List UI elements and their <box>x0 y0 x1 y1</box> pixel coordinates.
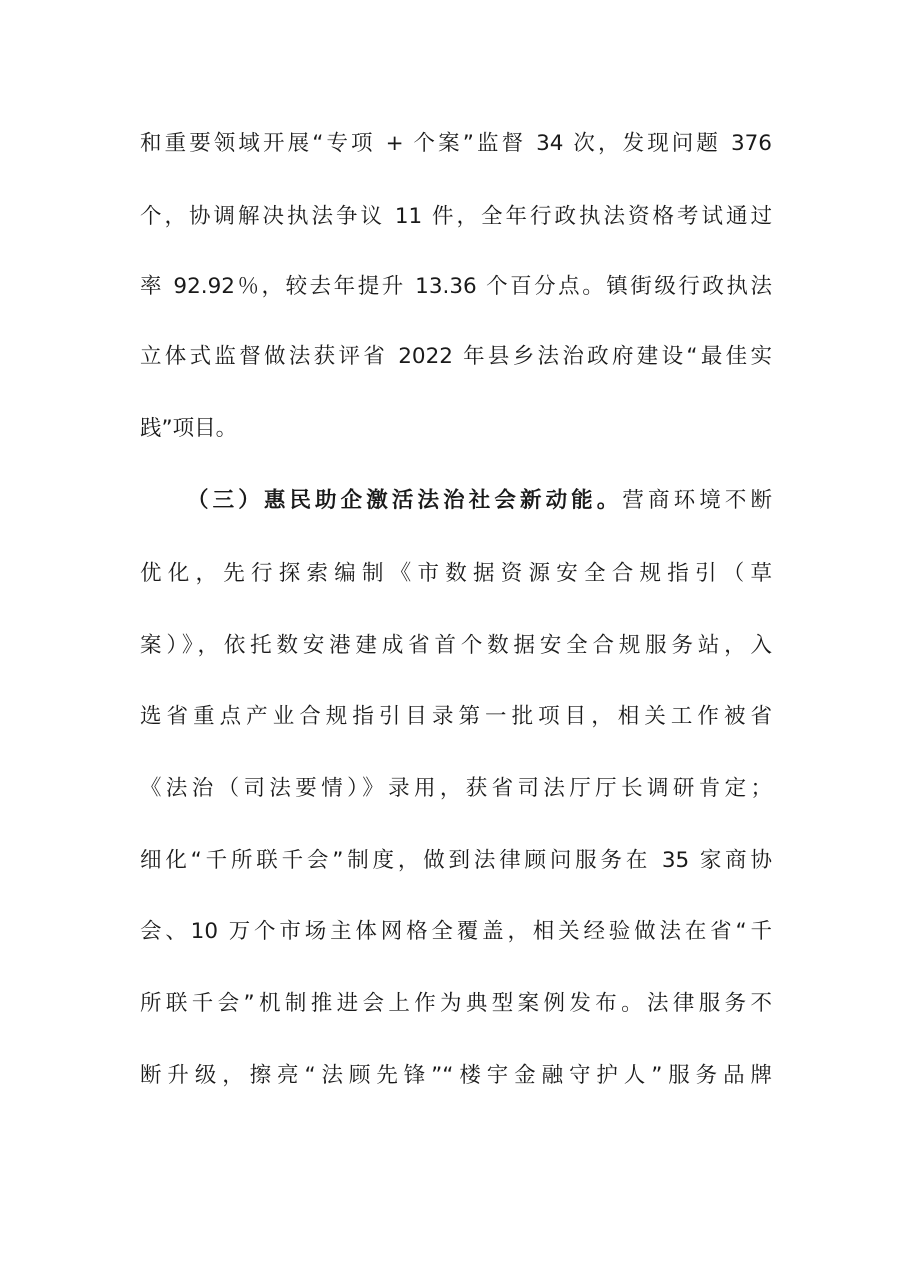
paragraph2-line-2: 优化，先行探索编制《市数据资源安全合规指引（草 <box>140 561 772 586</box>
paragraph2-line-8: 所联千会”机制推进会上作为典型案例发布。法律服务不 <box>140 991 772 1016</box>
paragraph1-line-2: 个，协调解决执法争议 11 件，全年行政执法资格考试通过 <box>140 204 772 229</box>
paragraph1-line-3: 率 92.92％，较去年提升 13.36 个百分点。镇街级行政执法 <box>140 274 772 299</box>
paragraph2-line-3: 案）》，依托数安港建成省首个数据安全合规服务站，入 <box>140 633 772 658</box>
paragraph1-line-1: 和重要领域开展“专项 + 个案”监督 34 次，发现问题 376 <box>140 131 772 156</box>
paragraph1-line-5: 践”项目。 <box>140 416 238 441</box>
paragraph1-line-4: 立体式监督做法获评省 2022 年县乡法治政府建设“最佳实 <box>140 344 772 369</box>
paragraph2-line-6: 细化“千所联千会”制度，做到法律顾问服务在 35 家商协 <box>140 848 772 873</box>
paragraph2-line-5: 《法治（司法要情）》录用，获省司法厅厅长调研肯定； <box>140 776 772 801</box>
section-heading: （三）惠民助企激活法治社会新动能。 <box>187 488 623 513</box>
paragraph2-line-9: 断升级，擦亮“法顾先锋”“楼宇金融守护人”服务品牌 <box>140 1063 772 1088</box>
paragraph2-line-7: 会、10 万个市场主体网格全覆盖，相关经验做法在省“千 <box>140 919 772 944</box>
paragraph2-first-line <box>187 486 772 516</box>
section-heading-continuation: 营商环境不断 <box>622 488 772 513</box>
paragraph2-line-4: 选省重点产业合规指引目录第一批项目，相关工作被省 <box>140 704 772 729</box>
